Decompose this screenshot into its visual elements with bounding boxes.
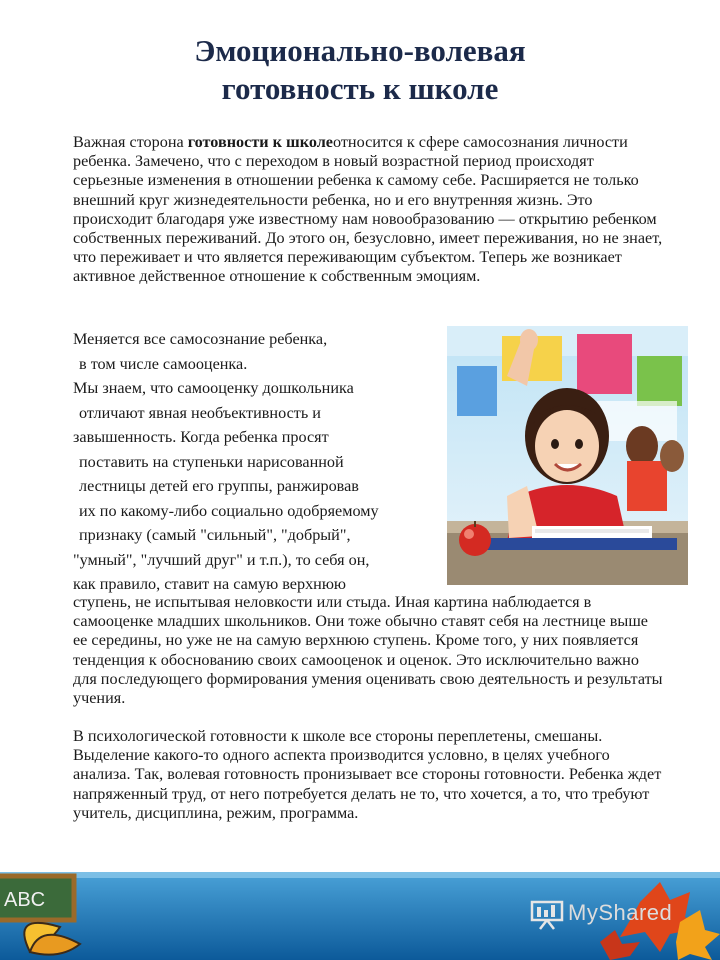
title-line-1: Эмоционально-волевая xyxy=(194,33,526,68)
chalkboard-text: ABC xyxy=(4,889,46,911)
intro-bold-term: готовности к школе xyxy=(187,133,333,151)
paragraph-intro xyxy=(73,133,663,287)
text-line: признаку (самый "сильный", "добрый", xyxy=(79,526,351,544)
page-title xyxy=(0,32,720,108)
text-line: Мы знаем, что самооценку дошкольника xyxy=(73,379,354,397)
classroom-photo xyxy=(447,326,688,585)
text-line: их по какому-либо социально одобряемому xyxy=(79,501,379,520)
intro-text-rest: относится к сфере самосознания личности ребенка. Замечено, что с переходом в новый возрастной период происходят серьезные изменения в отношении ребенка к самому себе. Расширяется не только внешний круг жизнедеятельности ребенка, но и его внутренняя жизнь. Это происходит благодаря уже известному нам новообразованию — открытию ребенком собственных переживаний. До этого он, безусловно, имеет переживания, но не знает, что переживает и что является переживающим субъектом. Теперь же возникает активное действенное отношение к собственным эмоциям. xyxy=(73,133,663,286)
text-line: отличают явная необъективность и xyxy=(79,403,321,422)
text-line: "умный", "лучший друг" и т.п.), то себя он, xyxy=(73,550,370,569)
chalkboard-icon xyxy=(0,876,74,920)
myshared-logo: MyShared xyxy=(568,900,673,925)
paragraph-readiness: В психологической готовности к школе все стороны переплетены, смешаны. Выделение какого-то одного аспекта производится условно, в целях учебного анализа. Так, волевая готовность пронизывает все стороны готовности. Ребенка ждет напряженный труд, от него потребуется делать не то, что хочется, а то, что требуют учитель, дисциплина, режим, программа. xyxy=(73,727,662,822)
intro-text-start: Важная сторона xyxy=(73,133,188,151)
text-line: как правило, ставит на самую верхнюю xyxy=(73,575,347,593)
text-line: лестницы детей его группы, ранжировав xyxy=(79,477,359,495)
text-line: Меняется все самосознание ребенка, xyxy=(73,330,328,348)
title-line-2: готовность к школе xyxy=(221,71,499,106)
text-line: поставить на ступеньки нарисованной xyxy=(79,452,344,471)
text-line: в том числе самооценка. xyxy=(79,354,248,373)
paragraph-schoolchildren: ступень, не испытывая неловкости или стыда. Иная картина наблюдается в самооценке младших школьников. Они тоже обычно ставят себя на лестнице выше ее середины, но уже не на самую верхнюю ступень. Кроме того, у них появляется тенденция к обоснованию своих самооценок и оценок. Это исключительно важно для последующего формирования умения оценивать свою деятельность и результаты учения. xyxy=(73,593,663,708)
paragraph-self-esteem xyxy=(73,327,453,597)
text-line: завышенность. Когда ребенка просят xyxy=(73,428,329,446)
presentation-icon xyxy=(530,898,564,930)
